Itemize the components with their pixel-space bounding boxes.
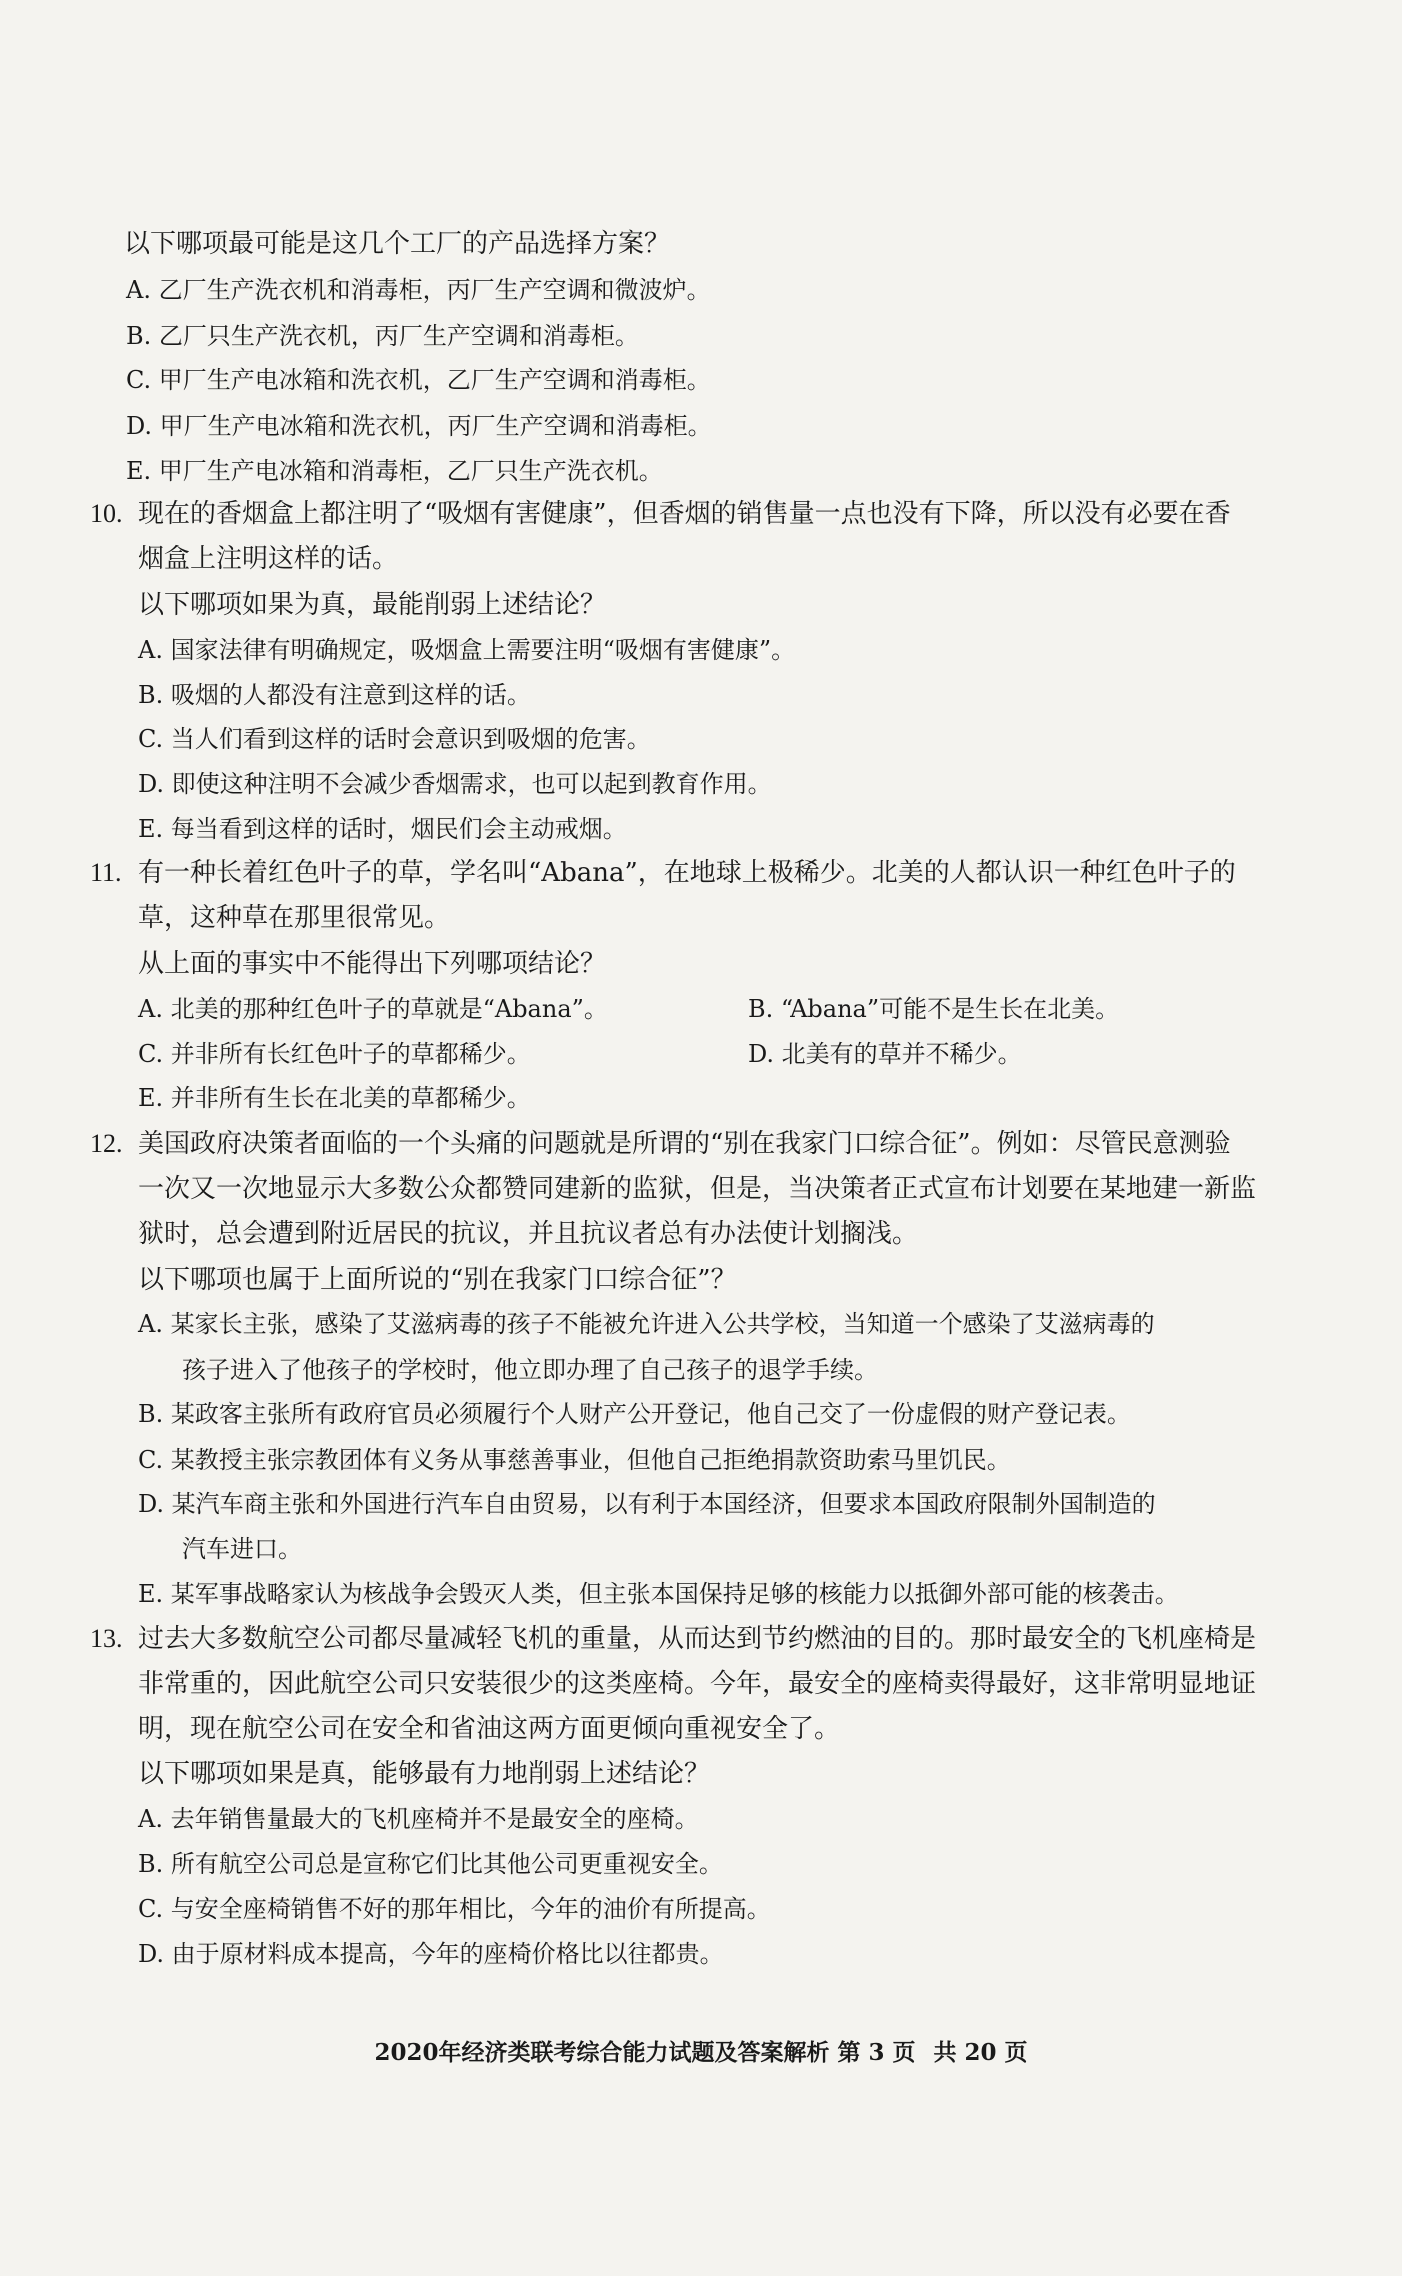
q12-option-d-line-1: D. 某汽车商主张和外国进行汽车自由贸易，以有利于本国经济，但要求本国政府限制外国制造的 [138, 1490, 1156, 1518]
q13-option-d: D. 由于原材料成本提高，今年的座椅价格比以往都贵。 [138, 1940, 724, 1968]
q12-stem-line-1: 美国政府决策者面临的一个头痛的问题就是所谓的“别在我家门口综合征”。例如：尽管民意测验 [138, 1129, 1231, 1159]
q13-option-c: C. 与安全座椅销售不好的那年相比，今年的油价有所提高。 [138, 1895, 771, 1923]
q11-number: 11. [90, 858, 122, 887]
q12-option-a-line-2: 孩子进入了他孩子的学校时，他立即办理了自己孩子的退学手续。 [182, 1356, 878, 1384]
q13-stem-line-2: 非常重的，因此航空公司只安装很少的这类座椅。今年，最安全的座椅卖得最好，这非常明显地证 [138, 1669, 1257, 1699]
q12-prompt: 以下哪项也属于上面所说的“别在我家门口综合征”？ [138, 1265, 737, 1295]
q10-option-c: C. 当人们看到这样的话时会意识到吸烟的危害。 [138, 725, 651, 753]
q10-number: 10. [90, 499, 123, 528]
q10-stem-line-1: 现在的香烟盒上都注明了“吸烟有害健康”，但香烟的销售量一点也没有下降，所以没有必要在香 [138, 499, 1231, 529]
q9-option-b: B. 乙厂只生产洗衣机，丙厂生产空调和消毒柜。 [126, 322, 639, 350]
q11-stem-line-2: 草，这种草在那里很常见。 [138, 903, 451, 933]
q11-option-e: E. 并非所有生长在北美的草都稀少。 [138, 1084, 531, 1112]
q10-option-b: B. 吸烟的人都没有注意到这样的话。 [138, 681, 531, 709]
q12-option-c: C. 某教授主张宗教团体有义务从事慈善事业，但他自己拒绝捐款资助索马里饥民。 [138, 1446, 1011, 1474]
q12-option-d-line-2: 汽车进口。 [182, 1535, 302, 1563]
q12-option-a-line-1: A. 某家长主张，感染了艾滋病毒的孩子不能被允许进入公共学校，当知道一个感染了艾滋病毒的 [138, 1310, 1155, 1338]
q10-option-a: A. 国家法律有明确规定，吸烟盒上需要注明“吸烟有害健康”。 [138, 636, 796, 664]
q10-option-e: E. 每当看到这样的话时，烟民们会主动戒烟。 [138, 815, 627, 843]
q9-option-c: C. 甲厂生产电冰箱和洗衣机，乙厂生产空调和消毒柜。 [126, 366, 711, 394]
footer-total-pages: 共 20 页 [933, 2039, 1028, 2066]
q9-prompt: 以下哪项最可能是这几个工厂的产品选择方案？ [124, 229, 671, 259]
q13-prompt: 以下哪项如果是真，能够最有力地削弱上述结论？ [138, 1759, 711, 1789]
q9-option-a: A. 乙厂生产洗衣机和消毒柜，丙厂生产空调和微波炉。 [126, 276, 711, 304]
q12-number: 12. [90, 1129, 123, 1158]
q11-option-d: D. 北美有的草并不稀少。 [748, 1040, 1022, 1068]
q10-stem-line-2: 烟盒上注明这样的话。 [138, 544, 399, 574]
q11-stem-line-1: 有一种长着红色叶子的草，学名叫“Abana”，在地球上极稀少。北美的人都认识一种红色叶子的 [138, 858, 1236, 888]
q11-prompt: 从上面的事实中不能得出下列哪项结论？ [138, 949, 607, 979]
q12-stem-line-2: 一次又一次地显示大多数公众都赞同建新的监狱，但是，当决策者正式宣布计划要在某地建一新监 [138, 1174, 1257, 1204]
q9-option-d: D. 甲厂生产电冰箱和洗衣机，丙厂生产空调和消毒柜。 [126, 412, 712, 440]
q10-option-d: D. 即使这种注明不会减少香烟需求，也可以起到教育作用。 [138, 770, 772, 798]
q12-option-e: E. 某军事战略家认为核战争会毁灭人类，但主张本国保持足够的核能力以抵御外部可能的核袭击。 [138, 1580, 1179, 1608]
q13-number: 13. [90, 1624, 123, 1653]
q13-option-a: A. 去年销售量最大的飞机座椅并不是最安全的座椅。 [138, 1805, 699, 1833]
q11-option-c: C. 并非所有长红色叶子的草都稀少。 [138, 1040, 531, 1068]
q13-stem-line-3: 明，现在航空公司在安全和省油这两方面更倾向重视安全了。 [138, 1714, 841, 1744]
q13-option-b: B. 所有航空公司总是宣称它们比其他公司更重视安全。 [138, 1850, 723, 1878]
footer-title: 2020年经济类联考综合能力试题及答案解析 第 3 页 [374, 2039, 916, 2066]
page-footer [0, 2034, 1402, 2067]
q11-option-a: A. 北美的那种红色叶子的草就是“Abana”。 [138, 995, 608, 1023]
q9-option-e: E. 甲厂生产电冰箱和消毒柜，乙厂只生产洗衣机。 [126, 457, 663, 485]
q12-stem-line-3: 狱时，总会遭到附近居民的抗议，并且抗议者总有办法使计划搁浅。 [138, 1219, 919, 1249]
q13-stem-line-1: 过去大多数航空公司都尽量减轻飞机的重量，从而达到节约燃油的目的。那时最安全的飞机座椅是 [138, 1624, 1257, 1654]
q10-prompt: 以下哪项如果为真，最能削弱上述结论？ [138, 590, 607, 620]
q12-option-b: B. 某政客主张所有政府官员必须履行个人财产公开登记，他自己交了一份虚假的财产登记表。 [138, 1400, 1131, 1428]
q11-option-b: B. “Abana”可能不是生长在北美。 [748, 995, 1120, 1023]
